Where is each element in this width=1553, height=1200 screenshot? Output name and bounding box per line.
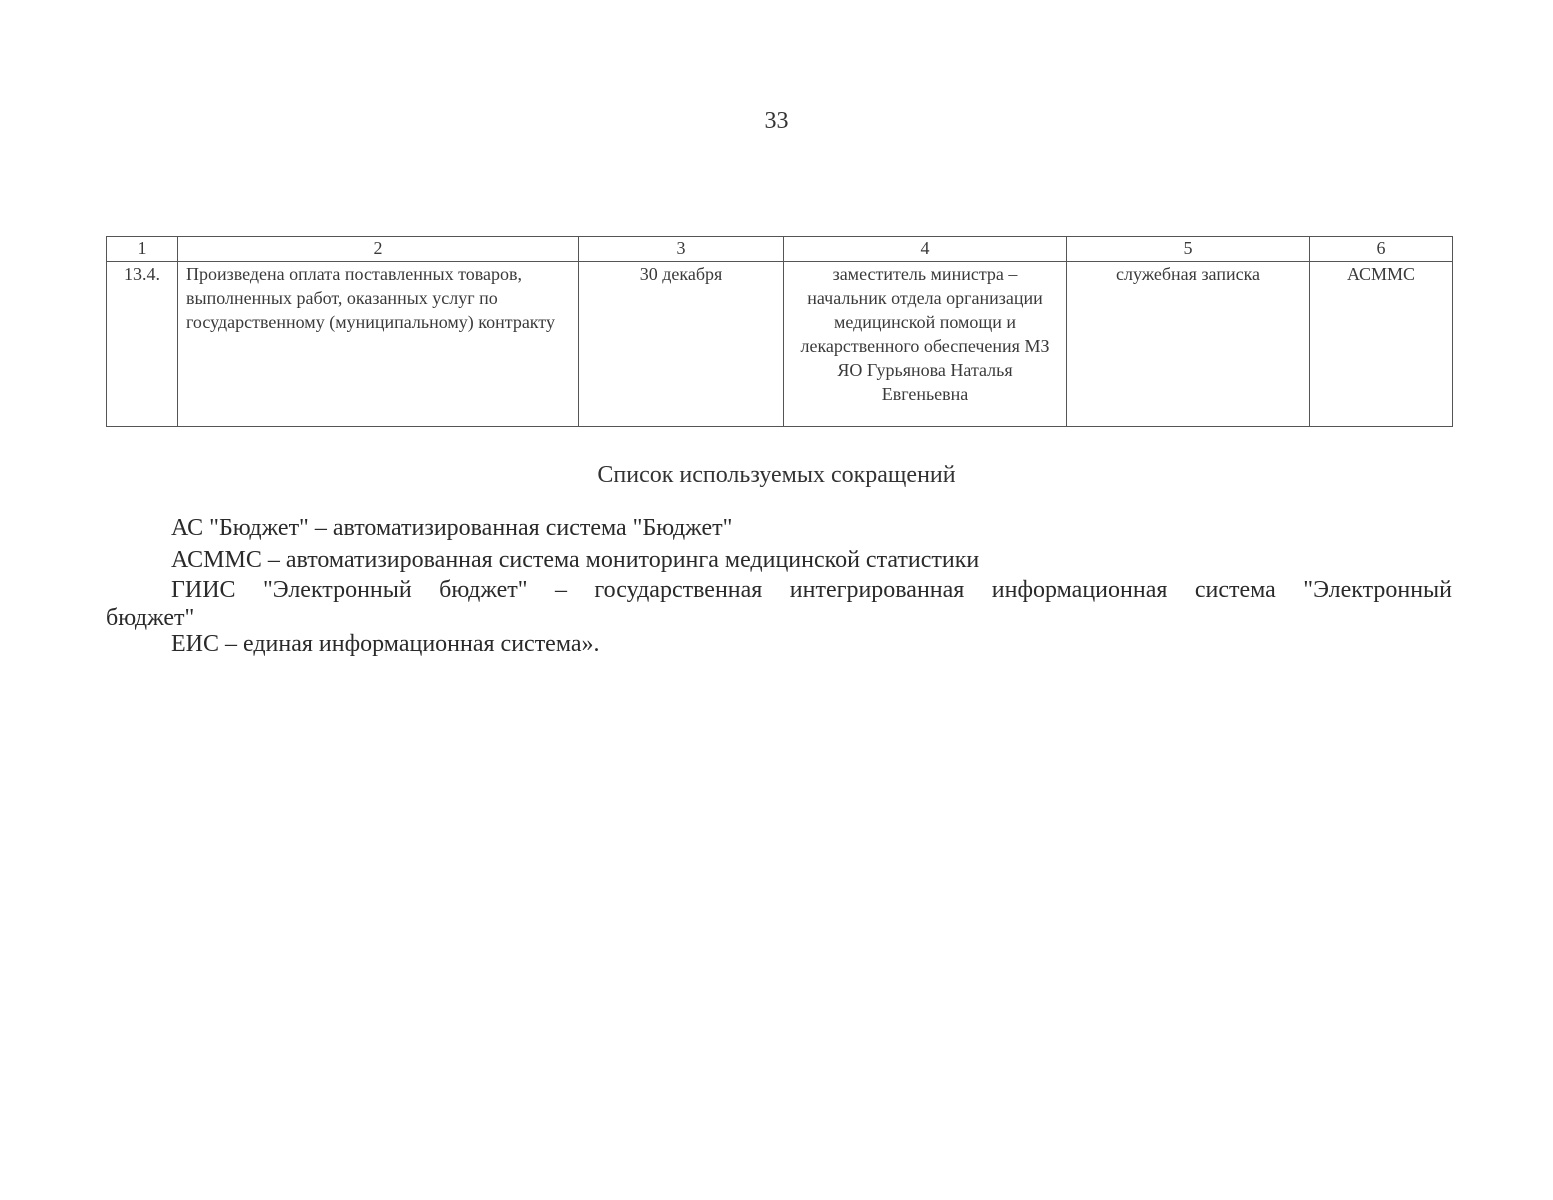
abbreviation-item-line-2: бюджет": [106, 605, 195, 631]
column-header-6: 6: [1310, 237, 1453, 262]
page-number: 33: [764, 108, 789, 134]
deadline: 30 декабря: [579, 262, 784, 427]
column-header-2: 2: [178, 237, 579, 262]
event-description: Произведена оплата поставленных товаров, выполненных работ, оказанных услуг по государственному (муниципальному) контракту: [178, 262, 579, 427]
row-number: 13.4.: [107, 262, 178, 427]
table-row: [107, 262, 1453, 427]
abbreviation-item: ЕИС – единая информационная система».: [171, 631, 600, 657]
document-type: служебная записка: [1067, 262, 1310, 427]
abbreviation-item: АСММС – автоматизированная система мониторинга медицинской статистики: [171, 547, 980, 573]
column-header-1: 1: [107, 237, 178, 262]
plan-table: [106, 236, 1453, 427]
table-header-row: [107, 237, 1453, 262]
column-header-4: 4: [784, 237, 1067, 262]
column-header-5: 5: [1067, 237, 1310, 262]
abbreviations-title: Список используемых сокращений: [597, 462, 956, 488]
abbreviation-item-line-1: ГИИС "Электронный бюджет" – государственная интегрированная информационная система "Электронный: [171, 577, 1452, 603]
information-system: АСММС: [1310, 262, 1453, 427]
abbreviation-item: [106, 576, 1452, 632]
abbreviation-item: АС "Бюджет" – автоматизированная система "Бюджет": [171, 515, 733, 541]
column-header-3: 3: [579, 237, 784, 262]
responsible-person: заместитель министра – начальник отдела организации медицинской помощи и лекарственного обеспечения МЗ ЯО Гурьянова Наталья Евгеньевна: [784, 262, 1067, 427]
